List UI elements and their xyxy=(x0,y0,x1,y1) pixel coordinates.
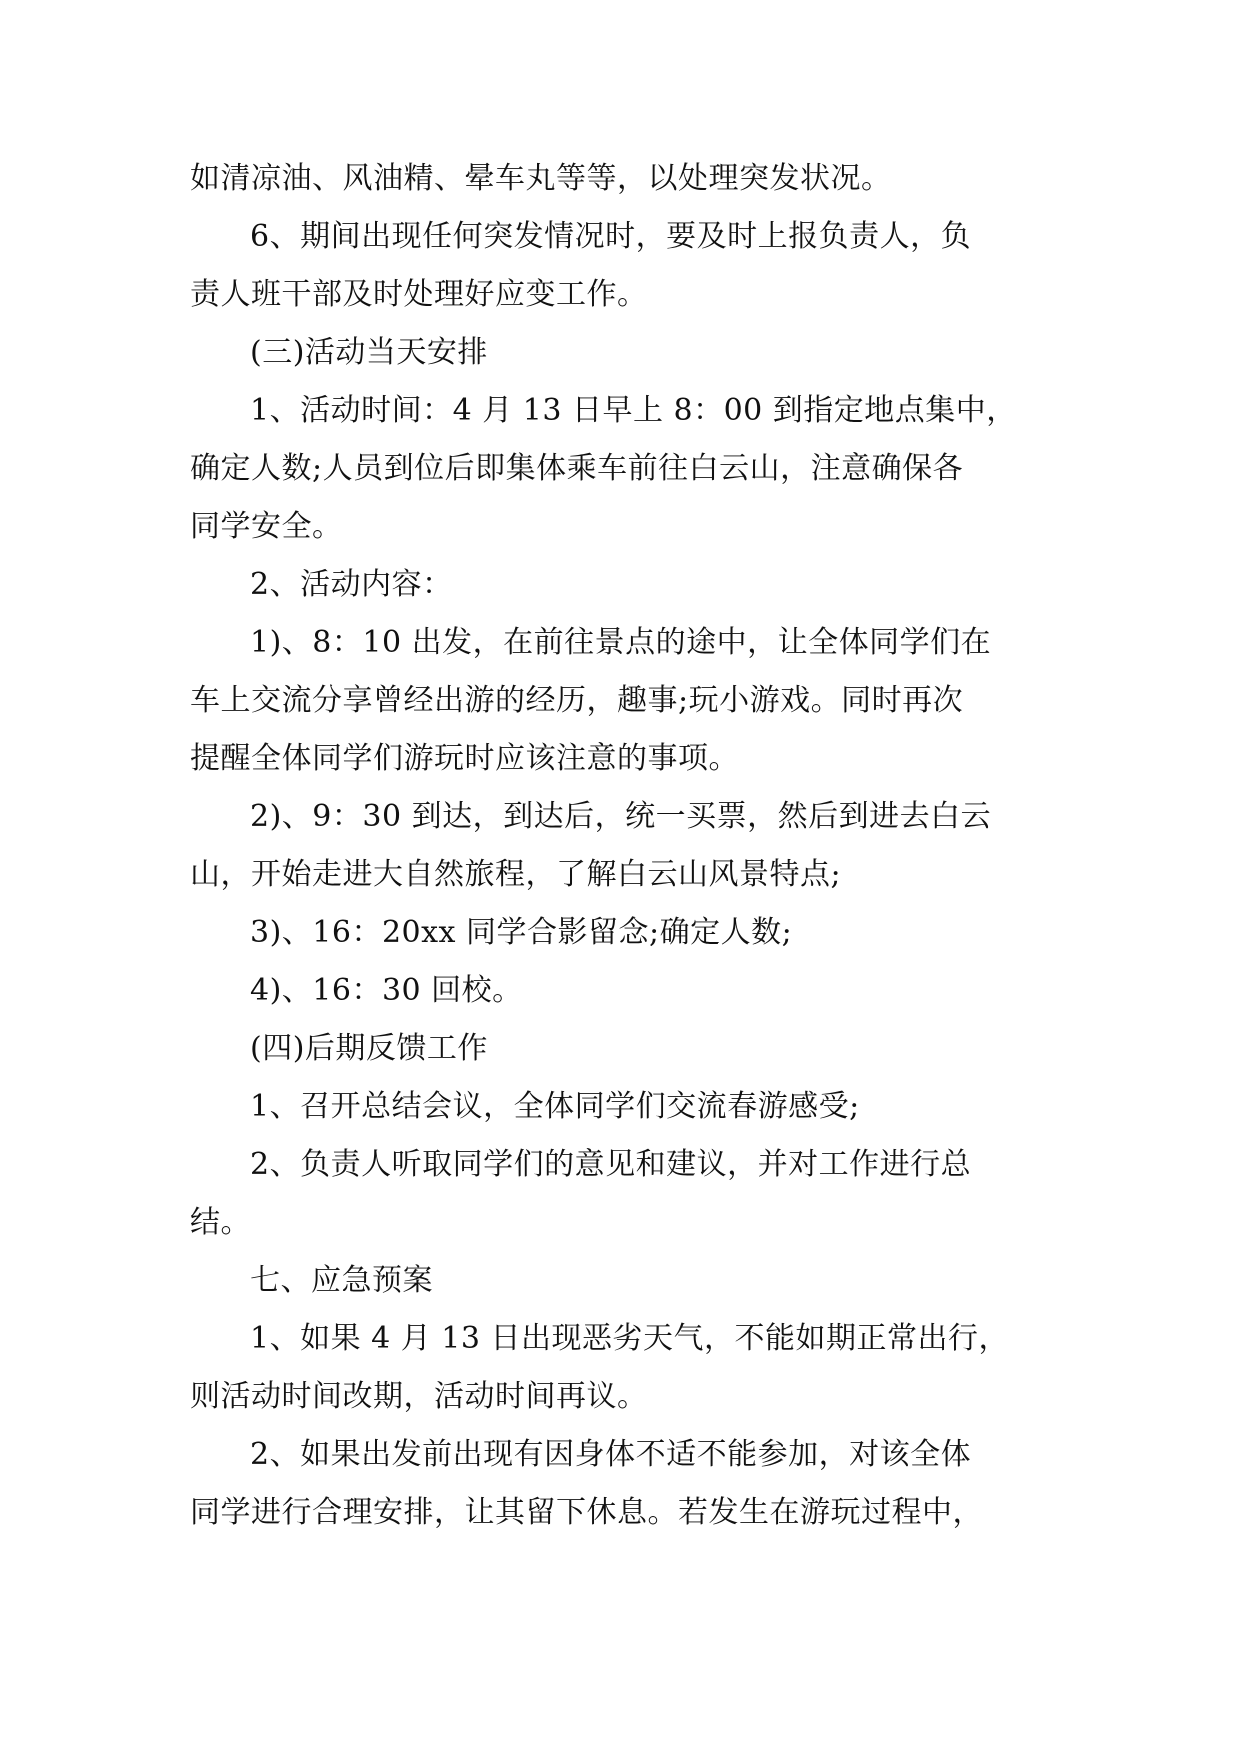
text-line: 2、负责人听取同学们的意见和建议，并对工作进行总 xyxy=(250,1147,972,1182)
text-line: 3)、16：20xx 同学合影留念;确定人数; xyxy=(250,915,793,950)
text-line: 同学安全。 xyxy=(190,509,343,544)
text-line: 2、活动内容： xyxy=(250,567,453,602)
section-heading: 七、应急预案 xyxy=(250,1263,433,1298)
text-line: 则活动时间改期，活动时间再议。 xyxy=(190,1379,648,1414)
text-line: 同学进行合理安排，让其留下休息。若发生在游玩过程中， xyxy=(190,1495,983,1530)
text-line: 结。 xyxy=(190,1205,251,1240)
text-line: 责人班干部及时处理好应变工作。 xyxy=(190,277,648,312)
text-line: 山，开始走进大自然旅程，了解白云山风景特点; xyxy=(190,857,842,892)
text-line: 确定人数;人员到位后即集体乘车前往白云山，注意确保各 xyxy=(190,451,964,486)
section-heading: (四)后期反馈工作 xyxy=(250,1031,488,1066)
text-line: 1、如果 4 月 13 日出现恶劣天气，不能如期正常出行， xyxy=(250,1321,1009,1356)
text-line: 车上交流分享曾经出游的经历，趣事;玩小游戏。同时再次 xyxy=(190,683,964,718)
text-line: 6、期间出现任何突发情况时，要及时上报负责人，负 xyxy=(250,219,972,254)
text-line: 1、召开总结会议，全体同学们交流春游感受; xyxy=(250,1089,860,1124)
text-line: 4)、16：30 回校。 xyxy=(250,973,523,1008)
document-body xyxy=(190,150,1050,1542)
text-line: 1、活动时间：4 月 13 日早上 8：00 到指定地点集中， xyxy=(250,393,1017,428)
text-line: 如清凉油、风油精、晕车丸等等，以处理突发状况。 xyxy=(190,161,892,196)
text-line: 2、如果出发前出现有因身体不适不能参加，对该全体 xyxy=(250,1437,972,1472)
text-line: 提醒全体同学们游玩时应该注意的事项。 xyxy=(190,741,739,776)
section-heading: (三)活动当天安排 xyxy=(250,335,488,370)
text-line: 1)、8：10 出发，在前往景点的途中，让全体同学们在 xyxy=(250,625,992,660)
text-line: 2)、9：30 到达，到达后，统一买票，然后到进去白云 xyxy=(250,799,992,834)
